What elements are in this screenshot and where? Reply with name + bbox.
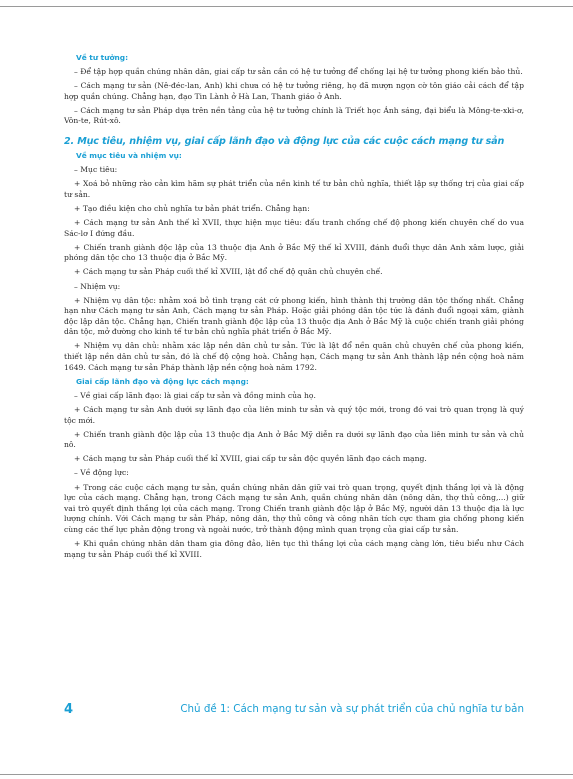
- paragraph: – Mục tiêu:: [74, 165, 118, 175]
- paragraph: + Xoá bỏ những rào cản kìm hãm sự phát triển của nền kinh tế tư bản chủ nghĩa, thiết lập sự thống trị của giai cấp tư sản.: [64, 179, 524, 199]
- paragraph: + Cách mạng tư sản Anh dưới sự lãnh đạo của liên minh tư sản và quý tộc mới, trong đó vai trò quan trọng là quý tộc mới.: [64, 404, 524, 425]
- paragraph: + Tạo điều kiện cho chủ nghĩa tư bản phát triển. Chẳng hạn:: [74, 203, 310, 213]
- paragraph: – Cách mạng tư sản (Nê-đéc-lan, Anh) khi chưa có hệ tư tưởng riêng, họ đã mượn ngọn cờ tôn giáo cải cách để tập hợp quần chúng. Chẳng hạn, đạo Tin Lành ở Hà Lan, Thanh giáo ở Anh.: [64, 81, 524, 101]
- chapter-title: Chủ đề 1: Cách mạng tư sản và sự phát triển của chủ nghĩa tư bản: [180, 703, 524, 715]
- paragraph: + Cách mạng tư sản Pháp cuối thế kỉ XVIII, lật đổ chế độ quân chủ chuyên chế.: [74, 267, 383, 277]
- page-content: [64, 53, 524, 564]
- paragraph: + Nhiệm vụ dân chủ: nhằm xác lập nền dân chủ tư sản. Tức là lật đổ nền quân chủ chuyên chế của phong kiến, thiết lập nền dân chủ tư sản, đó là chế độ cộng hoà. Chẳng hạn, Cách mạng tư sản Anh thành lập nền cộng hoà năm 1649. Cách mạng tư sản Pháp thành lập nền cộng hoà năm 1792.: [64, 341, 524, 372]
- page-footer: [64, 702, 524, 718]
- paragraph: + Chiến tranh giành độc lập của 13 thuộc địa Anh ở Bắc Mỹ diễn ra dưới sự lãnh đạo của liên minh tư sản và chủ nô.: [64, 429, 524, 450]
- page-number: 4: [64, 702, 74, 717]
- section-heading: 2. Mục tiêu, nhiệm vụ, giai cấp lãnh đạo và động lực của các cuộc cách mạng tư sản: [64, 136, 505, 148]
- paragraph: + Cách mạng tư sản Anh thế kỉ XVII, thực hiện mục tiêu: đấu tranh chống chế độ phong kiến chuyên chế do vua Sác-lơ I đứng đầu.: [64, 218, 524, 238]
- paragraph: + Cách mạng tư sản Pháp cuối thế kỉ XVIII, giai cấp tư sản độc quyền lãnh đạo cách mạng.: [74, 454, 427, 464]
- paragraph: + Nhiệm vụ dân tộc: nhằm xoá bỏ tình trạng cát cứ phong kiến, hình thành thị trường dân tộc thống nhất. Chẳng hạn như Cách mạng tư sản Anh, Cách mạng tư sản Pháp. Hoặc giải phóng dân tộc tức là đánh đuổi ngoại xâm, giành độc lập dân tộc. Chẳng hạn, Chiến tranh giành độc lập của 13 thuộc địa Anh ở Bắc Mỹ là cuộc chiến tranh giải phóng dân tộc, mở đường cho kinh tế tư bản chủ nghĩa phát triển ở Bắc Mỹ.: [64, 295, 524, 337]
- subheading-ideology: Về tư tưởng:: [76, 53, 129, 62]
- paragraph: – Nhiệm vụ:: [74, 281, 121, 291]
- top-rule: [0, 6, 573, 7]
- paragraph: + Chiến tranh giành độc lập của 13 thuộc địa Anh ở Bắc Mỹ thế kỉ XVIII, đánh đuổi thực dân Anh xâm lược, giải phóng dân tộc cho 13 thuộc địa ở Bắc Mỹ.: [64, 242, 524, 263]
- subheading-goals: Về mục tiêu và nhiệm vụ:: [76, 151, 182, 161]
- bottom-rule: [0, 774, 573, 775]
- paragraph: – Về động lực:: [74, 468, 129, 478]
- paragraph: – Để tập hợp quần chúng nhân dân, giai cấp tư sản cần có hệ tư tưởng để chống lại hệ tư tưởng phong kiến bảo thủ.: [74, 67, 523, 77]
- paragraph: + Trong các cuộc cách mạng tư sản, quần chúng nhân dân giữ vai trò quan trọng, quyết định thắng lợi và là động lực của cách mạng. Chẳng hạn, trong Cách mạng tư sản Anh, quần chúng nhân dân (nông dân, thợ thủ công,...) giữ vai trò quyết định thắng lợi của cách mạng. Trong Chiến tranh giành độc lập ở Bắc Mỹ, người dân 13 thuộc địa là lực lượng chính. Với Cách mạng tư sản Pháp, nông dân, thợ thủ công và công nhân tích cực tham gia chống phong kiến cùng các thế lực phản động trong và ngoài nước, trở thành động mình quan trọng của giai cấp tư sản.: [64, 482, 524, 534]
- paragraph: – Cách mạng tư sản Pháp dựa trên nền tảng của hệ tư tưởng chính là Triết học Ánh sáng, đại biểu là Mông-te-xki-ơ, Vôn-te, Rút-xô.: [64, 105, 524, 126]
- paragraph: – Về giai cấp lãnh đạo: là giai cấp tư sản và đồng minh của họ.: [74, 390, 316, 400]
- paragraph: + Khi quần chúng nhân dân tham gia đông đảo, liên tục thì thắng lợi của cách mạng càng lớn, tiêu biểu như Cách mạng tư sản Pháp cuối thế kỉ XVIII.: [64, 538, 524, 559]
- subheading-leadership: Giai cấp lãnh đạo và động lực cách mạng:: [76, 376, 249, 386]
